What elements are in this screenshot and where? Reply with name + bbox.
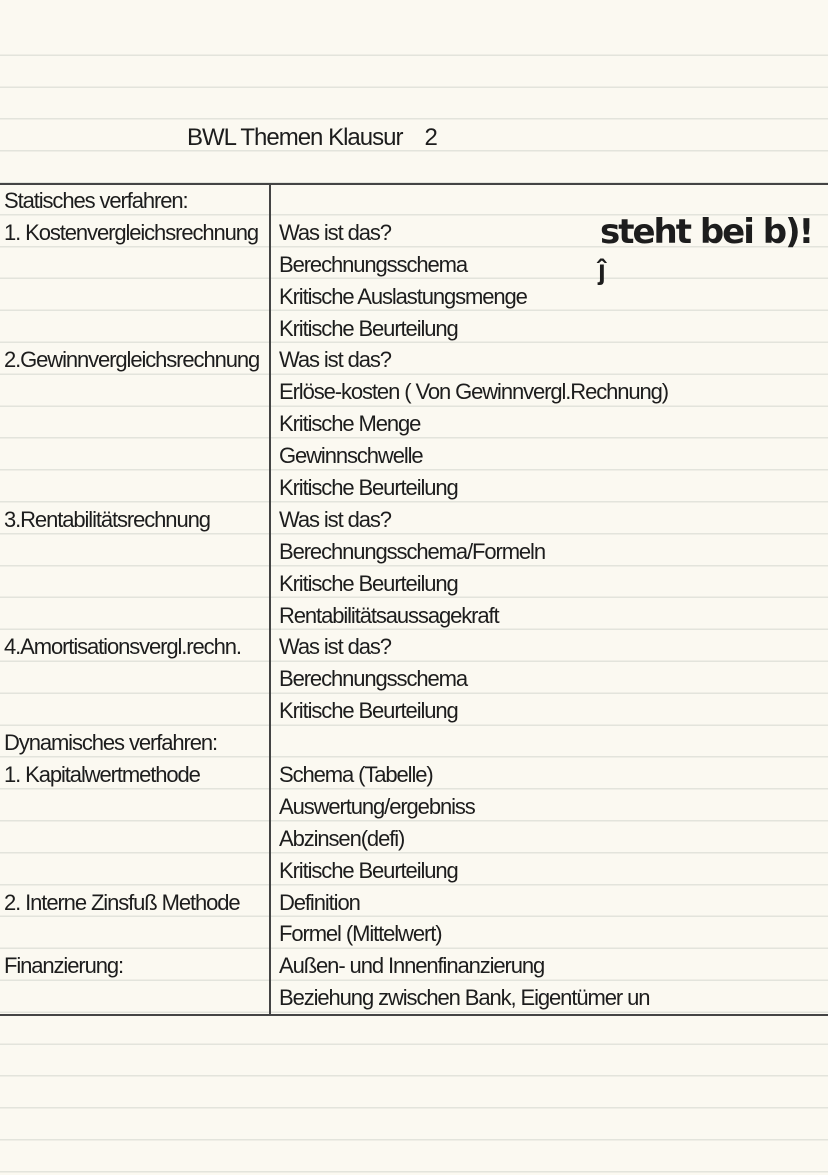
subtopic-cell: Kritische Beurteilung bbox=[279, 570, 458, 596]
subtopic-cell: Auswertung/ergebniss bbox=[279, 793, 475, 819]
table-row bbox=[0, 313, 828, 345]
table-row bbox=[0, 281, 828, 313]
table-row bbox=[0, 249, 828, 281]
subtopic-cell: Berechnungsschema/Formeln bbox=[279, 538, 545, 564]
table-row bbox=[0, 408, 828, 440]
table-row bbox=[0, 631, 828, 663]
subtopic-cell: Rentabilitätsaussagekraft bbox=[279, 602, 499, 628]
subtopic-cell: Gewinnschwelle bbox=[279, 443, 423, 469]
table-row bbox=[0, 887, 828, 919]
topic-cell: Statisches verfahren: bbox=[4, 188, 188, 213]
title-number: 2 bbox=[424, 124, 437, 151]
subtopic-cell: Kritische Auslastungsmenge bbox=[279, 283, 527, 309]
topic-cell: 3.Rentabilitätsrechnung bbox=[4, 506, 210, 532]
table-row bbox=[0, 472, 828, 504]
topic-cell: Finanzierung: bbox=[4, 953, 123, 979]
table-row bbox=[0, 440, 828, 472]
subtopic-cell: Berechnungsschema bbox=[279, 666, 467, 692]
table-row bbox=[0, 759, 828, 791]
subtopic-cell: Berechnungsschema bbox=[279, 251, 467, 277]
table-row bbox=[0, 918, 828, 950]
table-row bbox=[0, 663, 828, 695]
subtopic-cell: Abzinsen(defi) bbox=[279, 825, 405, 851]
table-row bbox=[0, 568, 828, 600]
table-row bbox=[0, 536, 828, 568]
topic-cell: 4.Amortisationsvergl.rechn. bbox=[4, 634, 241, 660]
subtopic-cell: Was ist das? bbox=[279, 506, 391, 532]
arrow-mark-icon: ĵ bbox=[598, 254, 606, 285]
topic-cell: Dynamisches verfahren: bbox=[4, 730, 218, 756]
page-title bbox=[187, 124, 437, 152]
subtopic-cell: Formel (Mittelwert) bbox=[279, 921, 442, 947]
table-row bbox=[0, 185, 828, 217]
subtopic-cell: Was ist das? bbox=[279, 219, 391, 245]
title-text: BWL Themen Klausur bbox=[187, 124, 403, 151]
table-row bbox=[0, 982, 828, 1014]
subtopic-cell: Kritische Beurteilung bbox=[279, 315, 458, 341]
subtopic-cell: Kritische Menge bbox=[279, 411, 421, 437]
table-row bbox=[0, 695, 828, 727]
topics-table bbox=[0, 183, 828, 1016]
subtopic-cell: Kritische Beurteilung bbox=[279, 475, 458, 501]
table-row bbox=[0, 855, 828, 887]
table-row bbox=[0, 376, 828, 408]
subtopic-cell: Was ist das? bbox=[279, 347, 391, 373]
table-row bbox=[0, 600, 828, 632]
subtopic-cell: Außen- und Innenfinanzierung bbox=[279, 953, 545, 979]
table-row bbox=[0, 791, 828, 823]
table-row bbox=[0, 727, 828, 759]
subtopic-cell: Schema (Tabelle) bbox=[279, 762, 433, 788]
subtopic-cell: Kritische Beurteilung bbox=[279, 698, 458, 724]
handwritten-annotation: steht bei b)! bbox=[600, 212, 813, 252]
subtopic-cell: Definition bbox=[279, 889, 360, 915]
topic-cell: 2. Interne Zinsfuß Methode bbox=[4, 889, 240, 915]
table-row bbox=[0, 344, 828, 376]
topic-cell: 2.Gewinnvergleichsrechnung bbox=[4, 347, 260, 373]
subtopic-cell: Kritische Beurteilung bbox=[279, 857, 458, 883]
subtopic-cell: Beziehung zwischen Bank, Eigentümer un bbox=[279, 985, 650, 1011]
table-row bbox=[0, 823, 828, 855]
table-row bbox=[0, 217, 828, 249]
table-row bbox=[0, 504, 828, 536]
subtopic-cell: Erlöse-kosten ( Von Gewinnvergl.Rechnung) bbox=[279, 379, 669, 405]
subtopic-cell: Was ist das? bbox=[279, 634, 391, 660]
topic-cell: 1. Kapitalwertmethode bbox=[4, 762, 200, 788]
topic-cell: 1. Kostenvergleichsrechnung bbox=[4, 219, 259, 245]
table-row bbox=[0, 950, 828, 982]
